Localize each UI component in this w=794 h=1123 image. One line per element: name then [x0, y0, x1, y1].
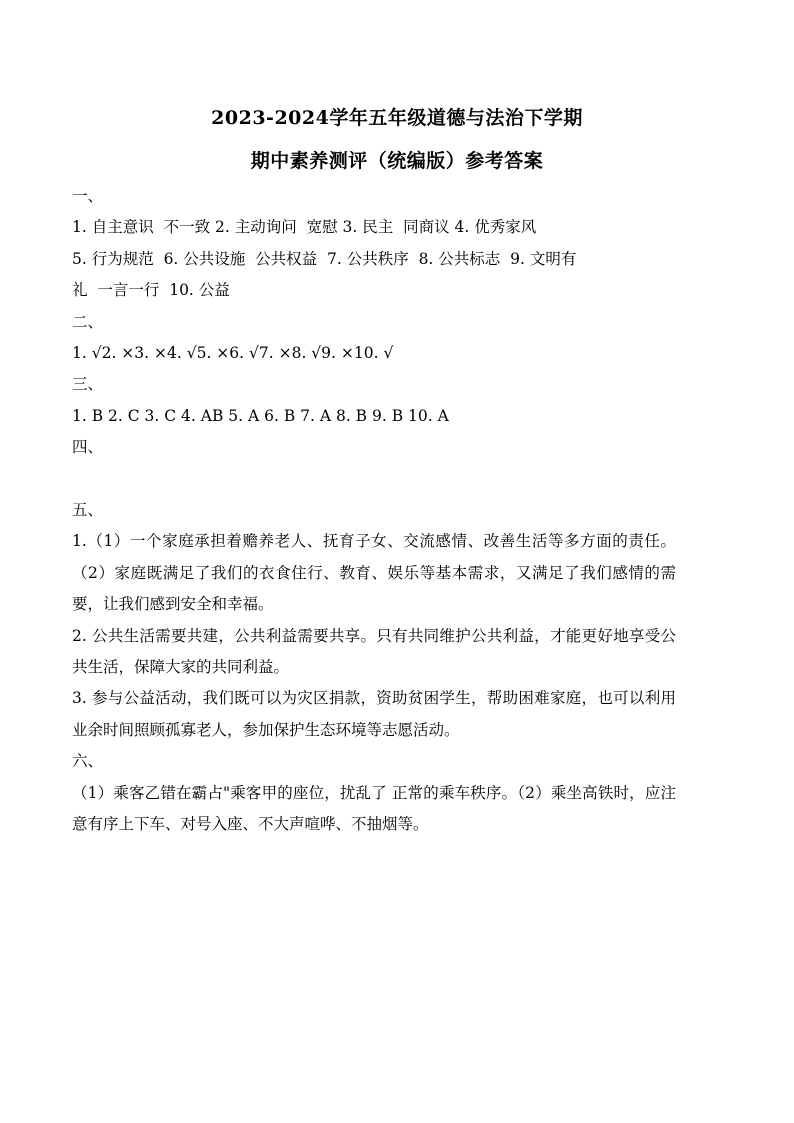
section-1-heading: 一、	[72, 187, 104, 205]
section-4-heading: 四、	[72, 438, 104, 457]
section-1-line-2: 5. 行为规范 6. 公共设施 公共权益 7. 公共秩序 8. 公共标志 9. 文明有	[72, 249, 577, 268]
section-1-line-1: 1. 自主意识 不一致 2. 主动询问 宽慰 3. 民主 同商议 4. 优秀家风	[72, 218, 537, 237]
answer-content	[72, 181, 676, 841]
blank-line	[72, 464, 676, 495]
section-2-heading: 二、	[72, 312, 104, 331]
section-5-question-2: 2. 公共生活需要共建，公共利益需要共享。只有共同维护公共利益，才能更好地享受公共生活，保障大家的共同利益。	[72, 626, 676, 677]
section-6-answer: （1）乘客乙错在霸占"乘客甲的座位，扰乱了 正常的乘车秩序。（2）乘坐高铁时，应注意有序上下车、对号入座、不大声喧哗、不抽烟等。	[72, 783, 676, 834]
section-1-line-3: 礼 一言一行 10. 公益	[72, 281, 230, 300]
document-title-line-2: 期中素养测评（统编版）参考答案	[250, 150, 544, 172]
section-3-answers: 1. B 2. C 3. C 4. AB 5. A 6. B 7. A 8. B 9. B 10. A	[72, 406, 449, 425]
document-title-line-1: 2023-2024学年五年级道德与法治下学期	[211, 107, 583, 129]
section-5-question-3: 3. 参与公益活动，我们既可以为灾区捐款，资助贫困学生，帮助困难家庭，也可以利用业余时间照顾孤寡老人，参加保护生态环境等志愿活动。	[72, 689, 676, 739]
section-3-heading: 三、	[72, 375, 104, 394]
section-6-heading: 六、	[72, 752, 104, 771]
section-5-question-1: 1.（1）一个家庭承担着赡养老人、抚育子女、交流感情、改善生活等多方面的责任。（2）家庭既满足了我们的衣食住行、教育、娱乐等基本需求，又满足了我们感情的需要，让我们感到安全和幸福。	[72, 532, 676, 614]
section-5-heading: 五、	[72, 501, 104, 520]
section-2-answers: 1. √2. ×3. ×4. √5. ×6. √7. ×8. √9. ×10. √	[72, 344, 394, 363]
